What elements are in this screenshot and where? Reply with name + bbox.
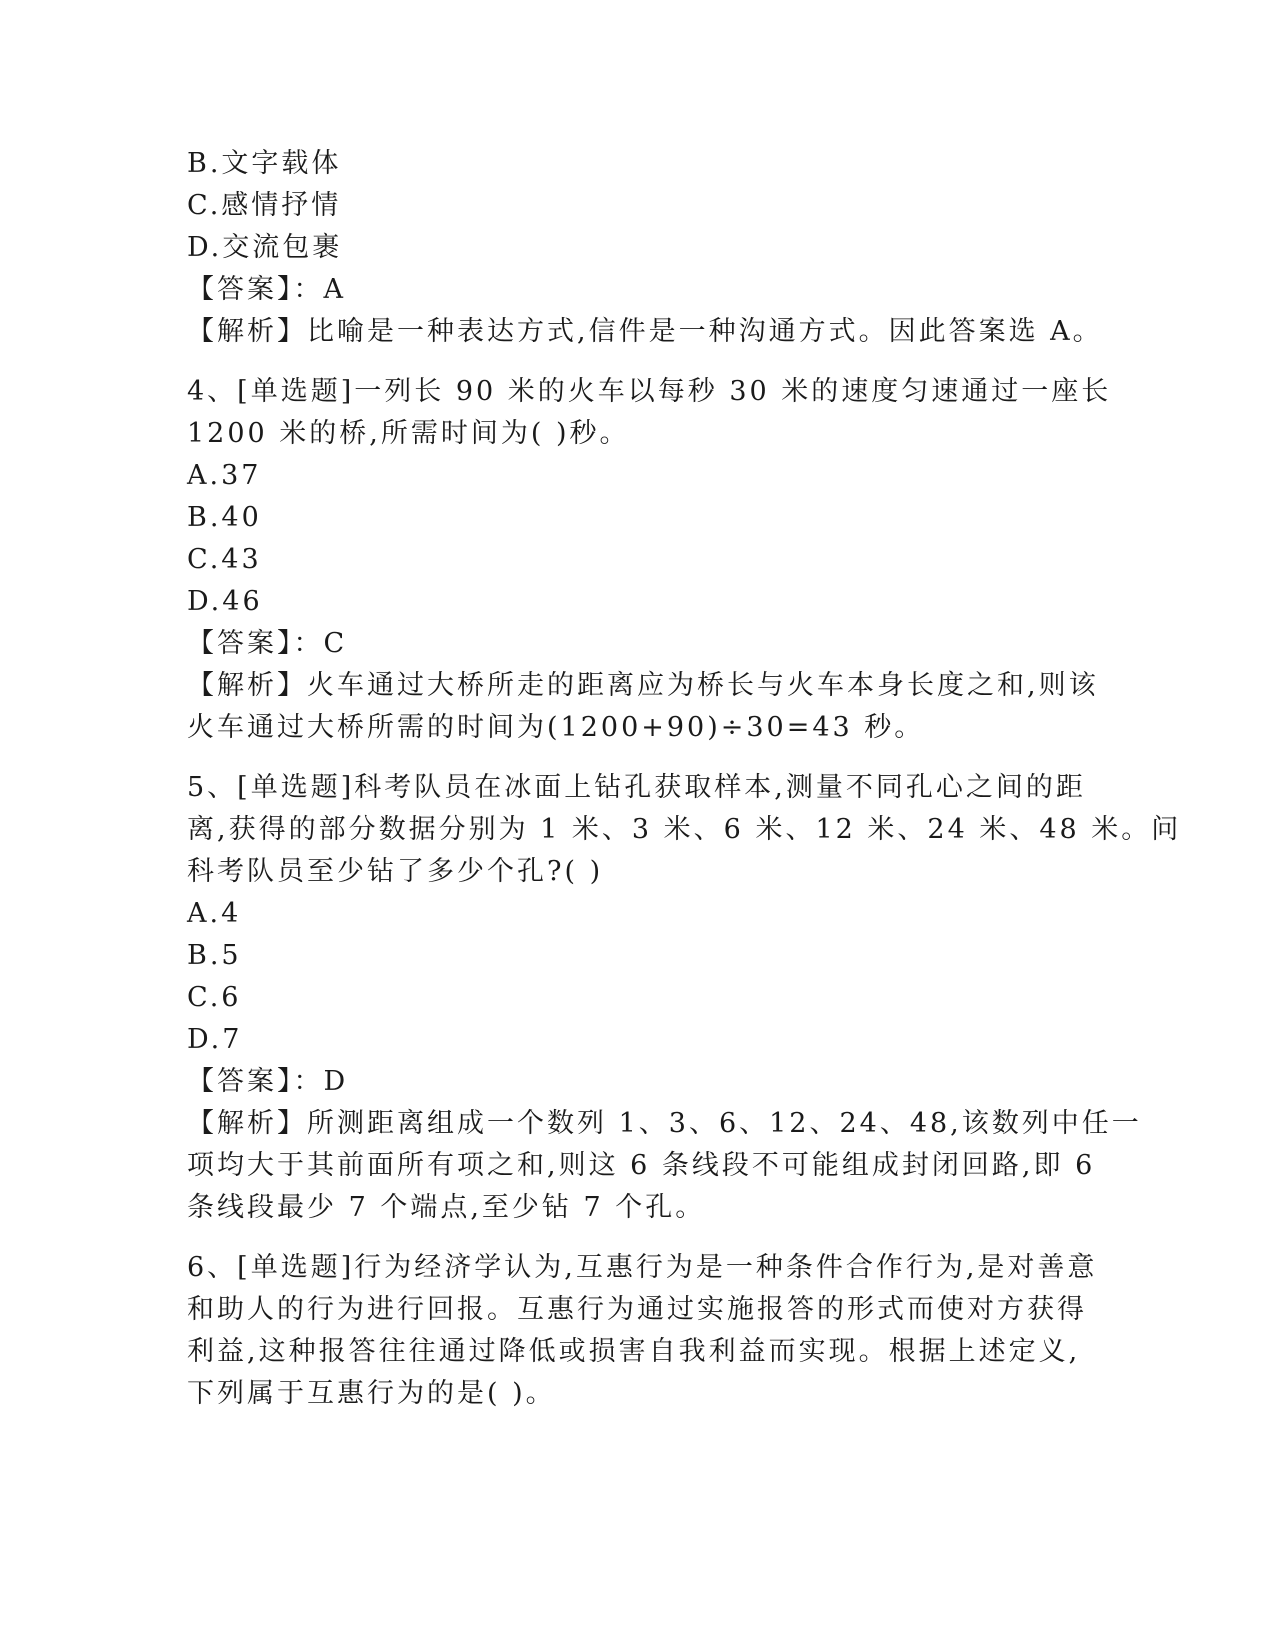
q5-stem-line3: 科考队员至少钻了多少个孔?( ) [187,856,604,887]
q5-answer: 【答案】：D [187,1066,349,1097]
q4-answer: 【答案】：C [187,628,348,659]
prev-analysis: 【解析】比喻是一种表达方式,信件是一种沟通方式。因此答案选 A。 [187,316,1103,347]
q6-stem-line2: 和助人的行为进行回报。互惠行为通过实施报答的形式而使对方获得 [187,1294,1087,1325]
q5-analysis-line2: 项均大于其前面所有项之和,则这 6 条线段不可能组成封闭回路,即 6 [187,1150,1096,1181]
q5-stem-line1: 5、[单选题]科考队员在冰面上钻孔获取样本,测量不同孔心之间的距 [187,772,1086,803]
q4-option-c: C.43 [187,544,262,575]
q4-analysis-line1: 【解析】火车通过大桥所走的距离应为桥长与火车本身长度之和,则该 [187,670,1099,701]
q4-stem-line1: 4、[单选题]一列长 90 米的火车以每秒 30 米的速度匀速通过一座长 [187,376,1112,407]
prev-option-b: B.文字载体 [187,148,342,179]
q4-option-d: D.46 [187,586,263,617]
q6-stem-line4: 下列属于互惠行为的是( )。 [187,1378,556,1409]
q6-stem-line1: 6、[单选题]行为经济学认为,互惠行为是一种条件合作行为,是对善意 [187,1252,1098,1283]
prev-option-d: D.交流包裹 [187,232,343,263]
prev-option-c: C.感情抒情 [187,190,342,221]
q5-option-d: D.7 [187,1024,243,1055]
q4-option-b: B.40 [187,502,262,533]
q6-stem-line3: 利益,这种报答往往通过降低或损害自我利益而实现。根据上述定义, [187,1336,1081,1367]
prev-answer: 【答案】：A [187,274,346,305]
q5-stem-line2: 离,获得的部分数据分别为 1 米、3 米、6 米、12 米、24 米、48 米。问 [187,814,1182,845]
q5-option-a: A.4 [187,898,242,929]
q5-option-c: C.6 [187,982,242,1013]
q5-analysis-line1: 【解析】所测距离组成一个数列 1、3、6、12、24、48,该数列中任一 [187,1108,1142,1139]
q5-analysis-line3: 条线段最少 7 个端点,至少钻 7 个孔。 [187,1192,706,1223]
q4-option-a: A.37 [187,460,262,491]
q4-analysis-line2: 火车通过大桥所需的时间为(1200+90)÷30=43 秒。 [187,712,925,743]
q5-option-b: B.5 [187,940,242,971]
q4-stem-line2: 1200 米的桥,所需时间为( )秒。 [187,418,630,449]
